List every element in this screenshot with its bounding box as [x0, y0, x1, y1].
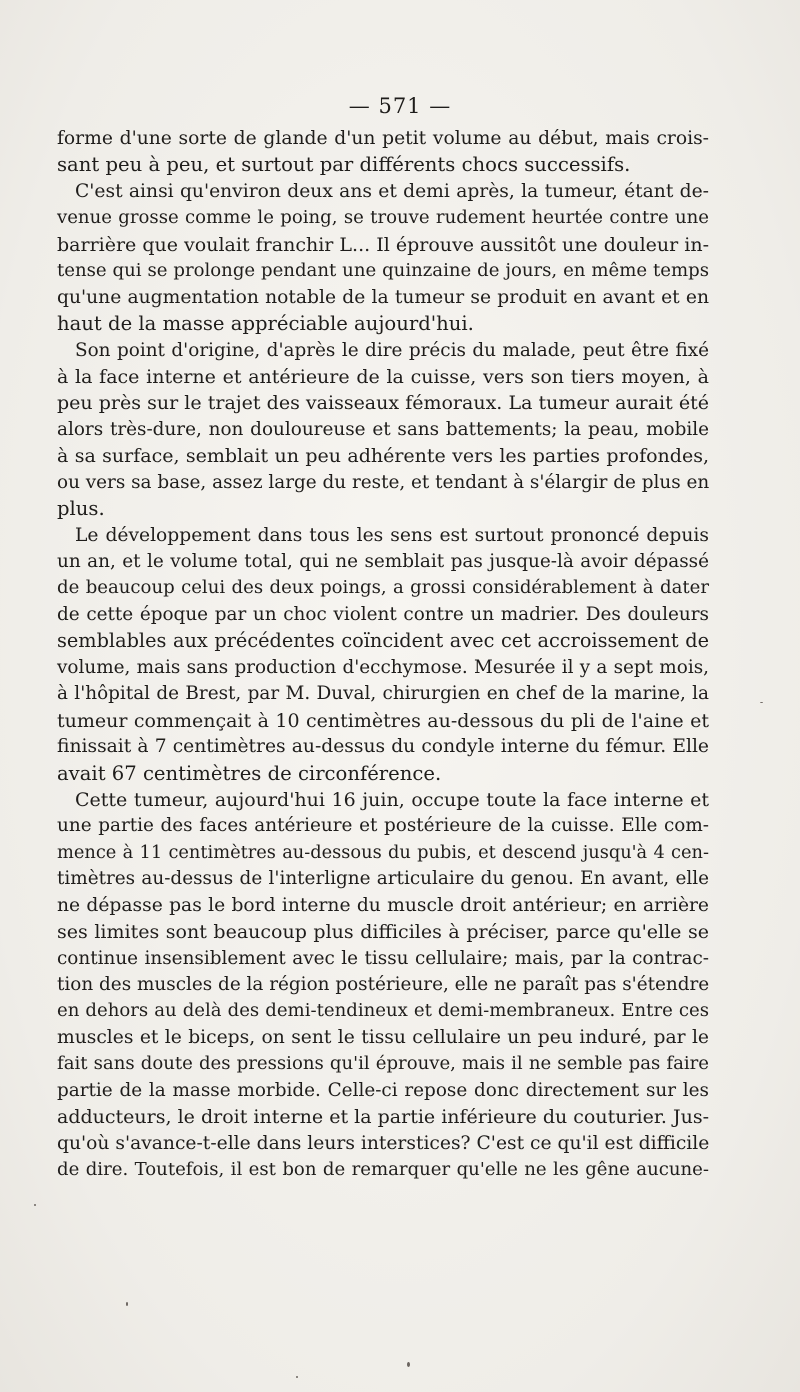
- text-line: adducteurs, le droit interne et la partie inférieure du couturier. Jus-: [57, 1106, 709, 1129]
- text-line: venue grosse comme le poing, se trouve rudement heurtée contre une: [57, 207, 709, 229]
- scan-speck: [760, 702, 763, 703]
- body-text: [57, 126, 709, 1184]
- text-line: volume, mais sans production d'ecchymose. Mesurée il y a sept mois,: [57, 656, 709, 678]
- text-line: finissait à 7 centimètres au-dessus du condyle interne du fémur. Elle: [57, 736, 709, 758]
- text-line: en dehors au delà des demi-tendineux et demi-membraneux. Entre ces: [57, 1000, 709, 1022]
- text-line: un an, et le volume total, qui ne semblait pas jusque-là avoir dépassé: [57, 551, 709, 572]
- text-line: Cette tumeur, aujourd'hui 16 juin, occupe toute la face interne et: [75, 788, 709, 811]
- text-line: Son point d'origine, d'après le dire précis du malade, peut être fixé: [75, 339, 709, 361]
- text-line: continue insensiblement avec le tissu cellulaire; mais, par la contrac-: [57, 947, 709, 969]
- text-line: alors très-dure, non douloureuse et sans battements; la peau, mobile: [57, 418, 709, 440]
- text-line: ou vers sa base, assez large du reste, et tendant à s'élargir de plus en: [57, 471, 710, 493]
- text-line: ne dépasse pas le bord interne du muscle droit antérieur; en arrière: [57, 894, 709, 916]
- text-line: tumeur commençait à 10 centimètres au-dessous du pli de l'aine et: [57, 709, 709, 732]
- text-line: Le développement dans tous les sens est surtout prononcé depuis: [75, 524, 709, 546]
- text-line: C'est ainsi qu'environ deux ans et demi après, la tumeur, étant de-: [75, 180, 709, 202]
- text-line: tense qui se prolonge pendant une quinzaine de jours, en même temps: [57, 260, 709, 282]
- scan-speck: [126, 1302, 128, 1306]
- text-line: ses limites sont beaucoup plus difficiles à préciser, parce qu'elle se: [57, 921, 709, 944]
- text-line: mence à 11 centimètres au-dessous du pubis, et descend jusqu'à 4 cen-: [57, 841, 709, 863]
- text-line: de cette époque par un choc violent contre un madrier. Des douleurs: [57, 603, 709, 625]
- text-line: de dire. Toutefois, il est bon de remarquer qu'elle ne les gêne aucune-: [57, 1159, 709, 1181]
- scan-speck: [296, 1376, 298, 1378]
- text-line: tion des muscles de la région postérieure, elle ne paraît pas s'étendre: [57, 974, 710, 995]
- text-line: semblables aux précédentes coïncident avec cet accroissement de: [57, 629, 709, 653]
- text-line: fait sans doute des pressions qu'il éprouve, mais il ne semble pas faire: [57, 1053, 709, 1075]
- text-line: à l'hôpital de Brest, par M. Duval, chirurgien en chef de la marine, la: [57, 683, 709, 705]
- text-line: qu'une augmentation notable de la tumeur se produit en avant et en: [57, 286, 709, 308]
- scan-speck: [34, 1204, 36, 1206]
- text-line: forme d'une sorte de glande d'un petit volume au début, mais crois-: [57, 128, 709, 149]
- text-line: à la face interne et antérieure de la cuisse, vers son tiers moyen, à: [57, 365, 709, 388]
- page-number: — 571 —: [348, 94, 452, 118]
- text-line: barrière que voulait franchir L... Il éprouve aussitôt une douleur in-: [57, 233, 709, 256]
- text-line: sant peu à peu, et surtout par différents chocs successifs.: [57, 153, 631, 177]
- scan-speck: [407, 1362, 410, 1367]
- text-line: muscles et le biceps, on sent le tissu cellulaire un peu induré, par le: [57, 1026, 709, 1048]
- text-line: timètres au-dessus de l'interligne articulaire du genou. En avant, elle: [57, 868, 709, 890]
- text-line: qu'où s'avance-t-elle dans leurs interstices? C'est ce qu'il est difficile: [57, 1132, 710, 1154]
- text-line: plus.: [57, 497, 105, 521]
- text-line: une partie des faces antérieure et postérieure de la cuisse. Elle com-: [57, 815, 709, 837]
- text-line: de beaucoup celui des deux poings, a grossi considérablement à dater: [57, 577, 709, 599]
- text-line: partie de la masse morbide. Celle-ci repose donc directement sur les: [57, 1079, 709, 1101]
- text-line: à sa surface, semblait un peu adhérente vers les parties profondes,: [57, 445, 709, 468]
- text-line: peu près sur le trajet des vaisseaux fémoraux. La tumeur aurait été: [57, 392, 709, 415]
- text-line: haut de la masse appréciable aujourd'hui.: [57, 312, 474, 336]
- text-line: avait 67 centimètres de circonférence.: [57, 761, 442, 785]
